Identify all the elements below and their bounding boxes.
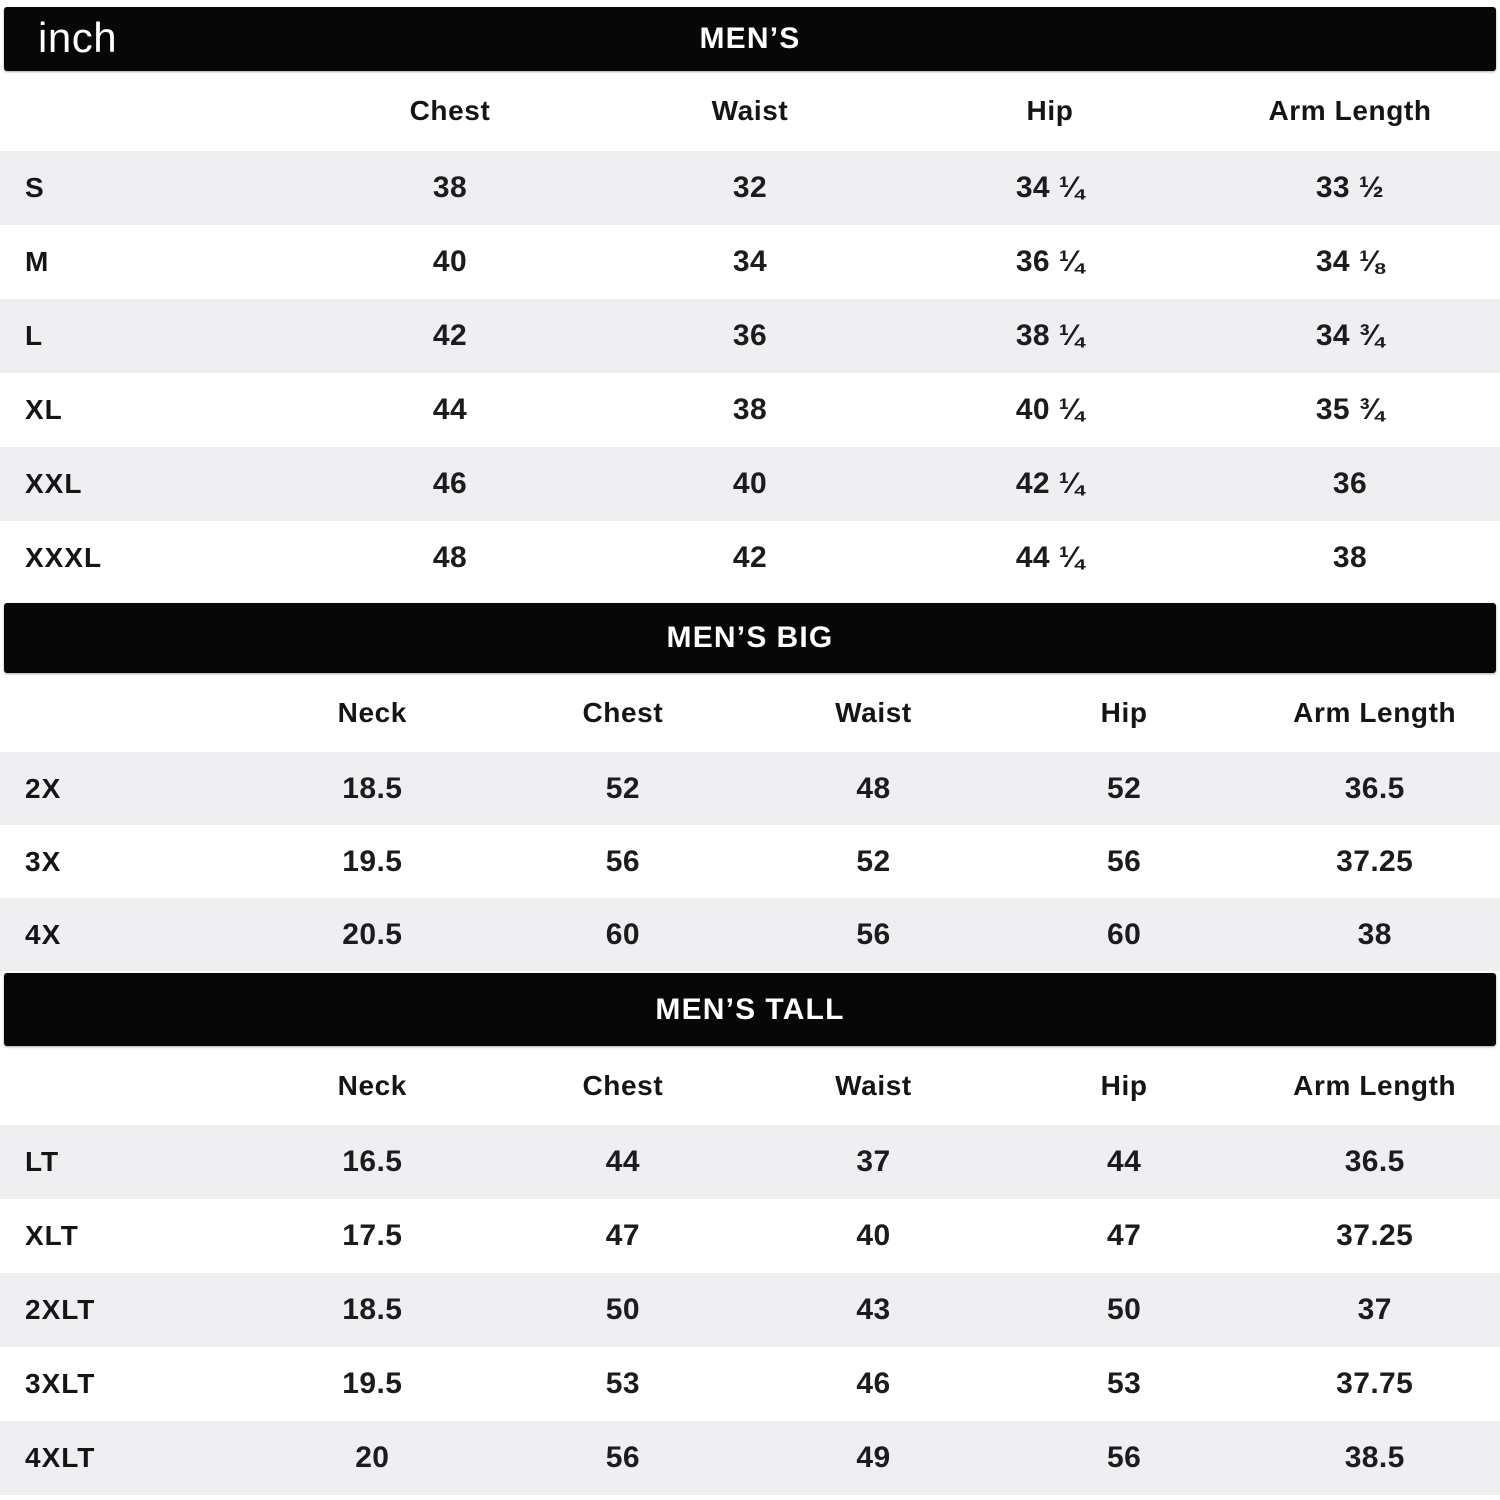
measurement-value: 40 [732,467,768,500]
section-title-text: MEN’S [655,992,757,1026]
measurement-value: 18.5 [342,771,403,805]
size-label: 3XLT [25,1368,96,1399]
size-row [0,1421,1500,1495]
unit-label: inch [38,14,118,62]
section-header-bar [4,7,1496,71]
measurement-value: 34 ¾ [1315,319,1385,352]
measurement-value: 47 [1107,1219,1142,1252]
measurement-value: 20.5 [342,917,403,951]
column-header: Waist [835,1069,912,1101]
column-header: Hip [1100,1069,1148,1101]
column-header: Hip [1026,95,1074,126]
section-header-bar [4,603,1496,673]
measurement-value: 38 [1357,917,1392,951]
column-header: Chest [582,1069,664,1101]
measurement-value: 38 [432,171,468,204]
measurement-value: 36 [732,319,768,352]
section-mens-tall [0,973,1500,1495]
section-mens [0,7,1500,595]
section-title-text: MEN’S [666,621,768,654]
measurement-value: 37 [856,1145,891,1178]
measurement-value: 60 [605,917,640,951]
size-label: 3X [25,845,62,877]
measurement-value: 40 [856,1219,891,1252]
size-label: L [25,320,44,351]
measurement-value: 44 [432,393,468,426]
measurement-value: 53 [1107,1367,1142,1400]
measurement-value: 56 [605,844,640,878]
measurement-value: 44 ¼ [1015,541,1085,574]
section-title [655,993,844,1027]
measurement-value: 37.75 [1336,1367,1414,1400]
measurement-value: 42 ¼ [1015,467,1085,500]
measurement-value: 37.25 [1336,1219,1414,1252]
size-row [0,1125,1500,1199]
size-label: XXL [25,468,83,499]
measurement-value: 16.5 [342,1145,403,1178]
measurement-value: 35 ¾ [1315,393,1385,426]
size-table [0,151,1500,595]
size-table [0,1125,1500,1495]
size-row [0,521,1500,595]
measurement-value: 44 [605,1145,640,1178]
column-header: Arm Length [1268,95,1432,126]
measurement-value: 34 ¼ [1015,171,1085,204]
measurement-value: 56 [1107,1441,1142,1474]
size-row [0,1273,1500,1347]
section-title-text: MEN’S [699,22,801,55]
measurement-value: 43 [856,1293,891,1326]
measurement-value: 36.5 [1344,771,1405,805]
size-label: XLT [25,1220,79,1251]
column-header: Chest [582,696,664,728]
measurement-value: 40 ¼ [1015,393,1085,426]
column-header: Neck [337,696,407,728]
section-mens-big [0,603,1500,971]
size-row [0,225,1500,299]
size-row [0,898,1500,971]
size-row [0,1347,1500,1421]
size-label: S [25,172,45,203]
measurement-value: 19.5 [342,1367,403,1400]
size-row [0,151,1500,225]
column-header: Hip [1100,696,1148,728]
size-label: XL [25,394,63,425]
column-header: Neck [337,1069,407,1101]
measurement-value: 52 [856,844,891,878]
size-row [0,299,1500,373]
size-label: 2X [25,772,62,804]
measurement-value: 37.25 [1336,844,1414,878]
measurement-value: 36 ¼ [1015,245,1085,278]
measurement-value: 34 ⅛ [1315,245,1385,278]
measurement-value: 18.5 [342,1293,403,1326]
column-header: Waist [711,95,789,126]
measurement-value: 20 [355,1441,390,1474]
measurement-value: 44 [1107,1145,1142,1178]
measurement-value: 56 [856,917,891,951]
size-row [0,1199,1500,1273]
measurement-value: 50 [605,1293,640,1326]
measurement-value: 38 ¼ [1015,319,1085,352]
measurement-value: 36 [1332,467,1368,500]
section-title-bold: BIG [776,621,834,654]
measurement-value: 42 [732,541,768,574]
column-header: Chest [409,95,491,126]
column-header: Waist [835,696,912,728]
measurement-value: 34 [732,245,768,278]
measurement-value: 46 [432,467,468,500]
size-row [0,373,1500,447]
size-row [0,752,1500,825]
column-header-row [0,1046,1500,1125]
size-table [0,752,1500,971]
section-title [667,621,834,655]
size-label: XXXL [25,542,103,573]
section-header-bar [4,973,1496,1046]
measurement-value: 38.5 [1344,1441,1405,1474]
column-header: Arm Length [1293,1069,1457,1101]
size-row [0,825,1500,898]
top-margin [0,0,1500,7]
column-header-row [0,71,1500,151]
measurement-value: 49 [856,1441,891,1474]
measurement-value: 52 [605,771,640,805]
measurement-value: 50 [1107,1293,1142,1326]
measurement-value: 56 [605,1441,640,1474]
size-label: 4XLT [25,1442,96,1473]
measurement-value: 42 [432,319,468,352]
measurement-value: 38 [732,393,768,426]
measurement-value: 56 [1107,844,1142,878]
measurement-value: 17.5 [342,1219,403,1252]
size-label: 4X [25,918,62,950]
measurement-value: 60 [1107,917,1142,951]
measurement-value: 52 [1107,771,1142,805]
column-header-row [0,673,1500,752]
measurement-value: 48 [856,771,891,805]
measurement-value: 32 [732,171,768,204]
section-title [699,22,800,56]
measurement-value: 46 [856,1367,891,1400]
size-label: M [25,246,50,277]
column-header: Arm Length [1293,696,1457,728]
measurement-value: 47 [605,1219,640,1252]
measurement-value: 36.5 [1344,1145,1405,1178]
measurement-value: 33 ½ [1315,171,1385,204]
size-row [0,447,1500,521]
section-title-bold: TALL [765,992,845,1026]
measurement-value: 48 [432,541,468,574]
measurement-value: 37 [1357,1293,1392,1326]
size-label: LT [25,1146,60,1177]
measurement-value: 19.5 [342,844,403,878]
measurement-value: 40 [432,245,468,278]
measurement-value: 53 [605,1367,640,1400]
size-label: 2XLT [25,1294,96,1325]
section-divider [0,595,1500,603]
measurement-value: 38 [1332,541,1368,574]
